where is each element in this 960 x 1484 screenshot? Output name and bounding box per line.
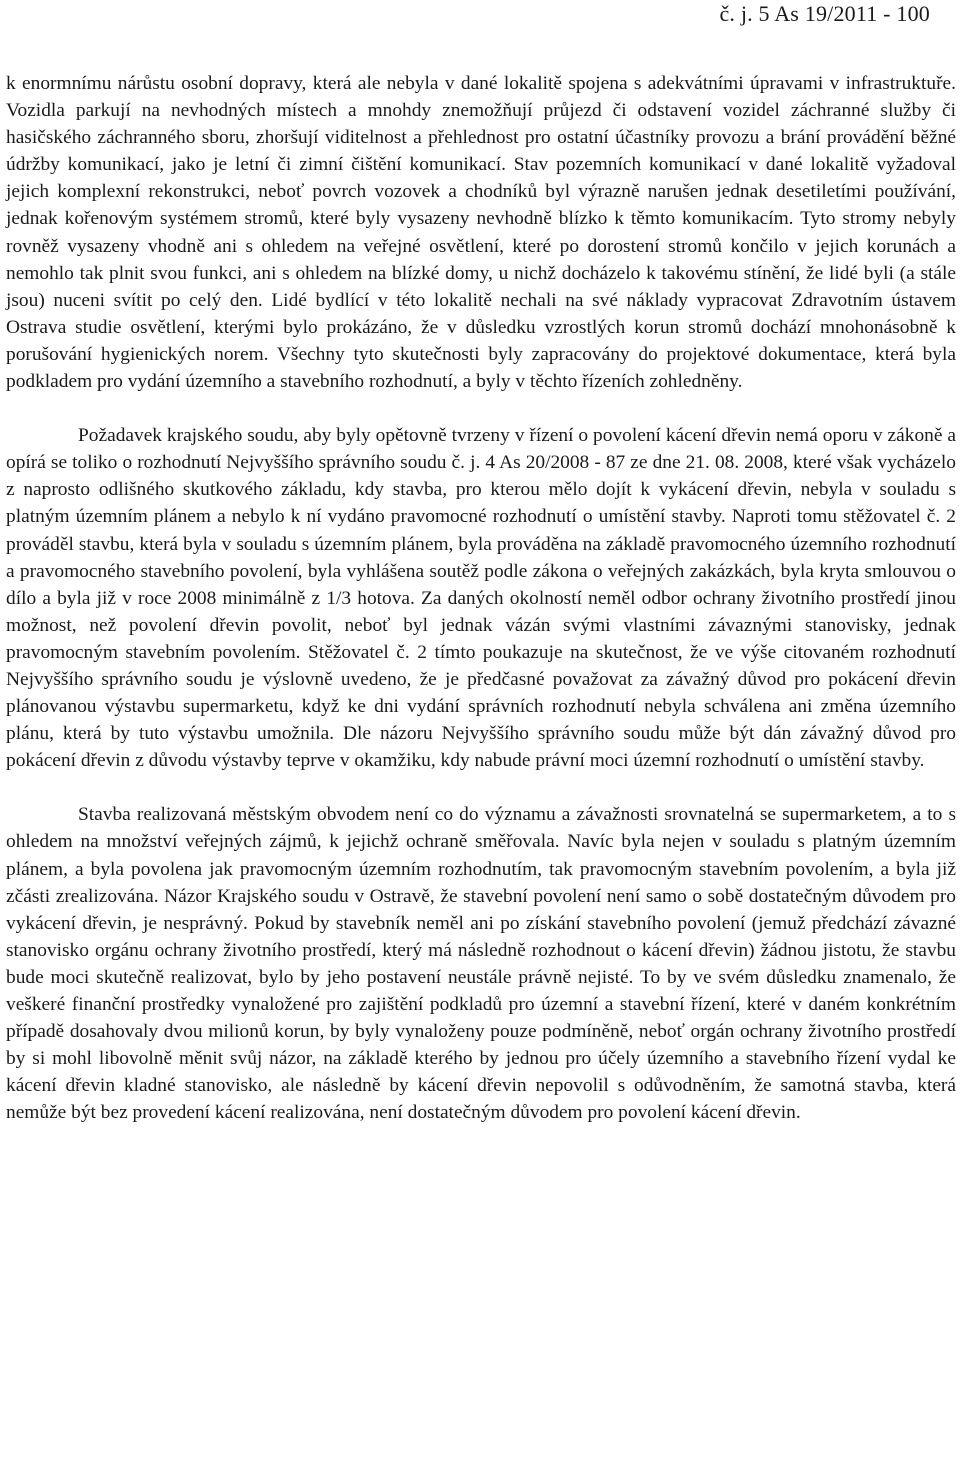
paragraph-gap: [6, 395, 956, 422]
paragraph-construction: Stavba realizovaná městským obvodem není co do významu a závažnosti srovnatelná se supermarketem, a to s ohledem na množství veřejných zájmů, k jejichž ochraně směřovala. Navíc byla nejen v souladu s platným územním plánem, a byla povolena jak pravomocným územním rozhodnutím, tak pravomocným stavebním povolením, a byla již zčásti zrealizována. Názor Krajského soudu v Ostravě, že stavební povolení není samo o sobě dostatečným důvodem pro vykácení dřevin, je nesprávný. Pokud by stavebník neměl ani po získání stavebního povolení (jemuž předchází závazné stanovisko orgánu ochrany životního prostředí, který má následně rozhodnout o kácení dřevin) žádnou jistotu, že stavbu bude moci skutečně realizovat, bylo by jeho postavení neustále právně nejisté. To by ve svém důsledku znamenalo, že veškeré finanční prostředky vynaložené pro zajištění podkladů pro územní a stavební řízení, které v daném konkrétním případě dosahovaly dvou milionů korun, by byly vynaloženy pouze podmíněně, neboť orgán ochrany životního prostředí by si mohl libovolně měnit svůj názor, na základě kterého by jednou pro účely územního a stavebního řízení vydal ke kácení dřevin kladné stanovisko, ale následně by kácení dřevin nepovolil s odůvodněním, že samotná stavba, která nemůže být bez provedení kácení realizována, není dostatečným důvodem pro povolení kácení dřevin.: [6, 804, 956, 1124]
paragraph-requirement: Požadavek krajského soudu, aby byly opětovně tvrzeny v řízení o povolení kácení dřevin nemá oporu v zákoně a opírá se toliko o rozhodnutí Nejvyššího správního soudu č. j. 4 As 20/2008 - 87 ze dne 21. 08. 2008, které však vycházelo z naprosto odlišného skutkového základu, kdy stavba, pro kterou mělo dojít k vykácení dřevin, nebyla v souladu s platným územním plánem a nebylo k ní vydáno pravomocné rozhodnutí o umístění stavby. Naproti tomu stěžovatel č. 2 prováděl stavbu, která byla v souladu s územním plánem, byla prováděna na základě pravomocného územního rozhodnutí a pravomocného stavebního povolení, byla vyhlášena soutěž podle zákona o veřejných zakázkách, byla kryta smlouvou o dílo a byla již v roce 2008 minimálně z 1/3 hotova. Za daných okolností neměl odbor ochrany životního prostředí jinou možnost, než povolení dřevin povolit, neboť byl jednak vázán svými vlastními závaznými stanovisky, jednak pravomocným stavebním povolením. Stěžovatel č. 2 tímto poukazuje na skutečnost, že ve výše citovaném rozhodnutí Nejvyššího správního soudu je výslovně uvedeno, že je předčasné považovat za závažný důvod pro pokácení dřevin plánovanou výstavbu supermarketu, když ke dni vydání správních rozhodnutí nebyla schválena ani změna územního plánu, která by tuto výstavbu umožnila. Dle názoru Nejvyššího správního soudu může být dán závažný důvod pro pokácení dřevin z důvodu výstavby teprve v okamžiku, kdy nabude právní moci územní rozhodnutí o umístění stavby.: [6, 425, 956, 772]
case-number-header: č. j. 5 As 19/2011 - 100: [719, 1, 930, 26]
document-body: [6, 70, 956, 1126]
paragraph-gap: [6, 774, 956, 801]
paragraph-continuation: k enormnímu nárůstu osobní dopravy, která ale nebyla v dané lokalitě spojena s adekvátními úpravami v infrastruktuře. Vozidla parkují na nevhodných místech a mnohdy znemožňují průjezd či odstavení vozidel záchranné služby či hasičského záchranného sboru, zhoršují viditelnost a přehlednost pro ostatní účastníky provozu a brání provádění běžné údržby komunikací, jako je letní či zimní čištění komunikací. Stav pozemních komunikací v dané lokalitě vyžadoval jejich komplexní rekonstrukci, neboť povrch vozovek a chodníků byl výrazně narušen jednak desetiletími používání, jednak kořenovým systémem stromů, které byly vysazeny nevhodně blízko k těmto komunikacím. Tyto stromy nebyly rovněž vysazeny vhodně ani s ohledem na veřejné osvětlení, které po dorostení stromů končilo v jejich korunách a nemohlo tak plnit svou funkci, ani s ohledem na blízké domy, u nichž docházelo k takovému stínění, že lidé byli (a stále jsou) nuceni svítit po celý den. Lidé bydlící v této lokalitě nechali na své náklady vypracovat Zdravotním ústavem Ostrava studie osvětlení, kterými bylo prokázáno, že v důsledku vzrostlých korun stromů dochází mnohonásobně k porušování hygienických norem. Všechny tyto skutečnosti byly zapracovány do projektové dokumentace, která byla podkladem pro vydání územního a stavebního rozhodnutí, a byly v těchto řízeních zohledněny.: [6, 73, 956, 393]
